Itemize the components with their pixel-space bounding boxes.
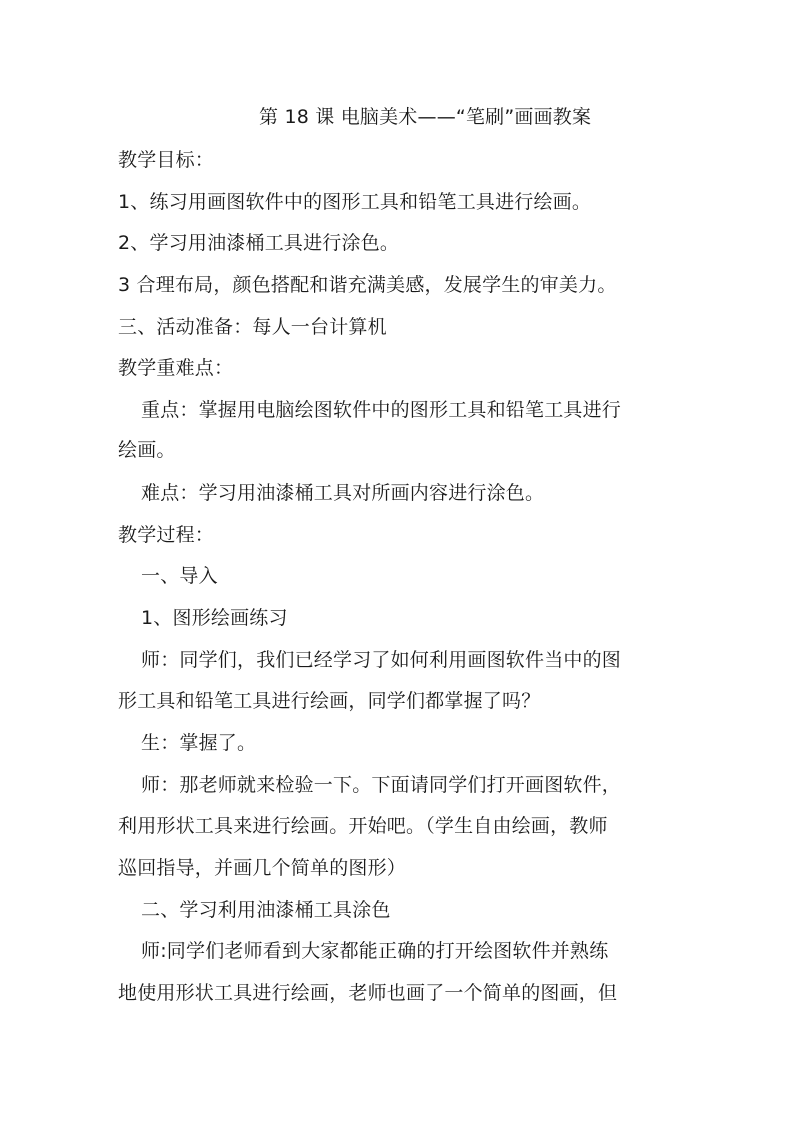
teacher-line-2c: 巡回指导，并画几个简单的图形） [118, 857, 407, 879]
student-reply: 生：掌握了。 [141, 732, 257, 754]
section-paint-bucket: 二、学习利用油漆桶工具涂色 [141, 899, 391, 921]
difficult-point: 难点：学习用油漆桶工具对所画内容进行涂色。 [141, 482, 545, 504]
teacher-line-2b: 利用形状工具来进行绘画。开始吧。（学生自由绘画，教师 [118, 815, 608, 837]
teacher-line-1b: 形工具和铅笔工具进行绘画，同学们都掌握了吗？ [118, 690, 541, 712]
teacher-line-1a: 师：同学们，我们已经学习了如何利用画图软件当中的图 [141, 649, 622, 671]
teacher-line-2a: 师：那老师就来检验一下。下面请同学们打开画图软件， [141, 774, 622, 796]
subsection-shape-drawing: 1、图形绘画练习 [141, 607, 288, 629]
goal-item-3: 3 合理布局，颜色搭配和谐充满美感，发展学生的审美力。 [118, 274, 617, 296]
document-title: 第 18 课 电脑美术——“笔刷”画画教案 [259, 106, 592, 128]
key-point-line-2: 绘画。 [118, 439, 176, 461]
teacher-line-3b: 地使用形状工具进行绘画，老师也画了一个简单的图画，但 [118, 982, 618, 1004]
goal-item-1: 1、练习用画图软件中的图形工具和铅笔工具进行绘画。 [118, 191, 592, 213]
section-introduction: 一、导入 [141, 565, 218, 587]
teaching-process-heading: 教学过程： [118, 524, 215, 546]
key-difficulties-heading: 教学重难点： [118, 357, 234, 379]
key-point-line-1: 重点：掌握用电脑绘图软件中的图形工具和铅笔工具进行 [141, 399, 622, 421]
teacher-line-3a: 师:同学们老师看到大家都能正确的打开绘图软件并熟练 [141, 940, 609, 962]
activity-preparation: 三、活动准备：每人一台计算机 [118, 316, 387, 338]
teaching-goals-heading: 教学目标： [118, 149, 215, 171]
goal-item-2: 2、学习用油漆桶工具进行涂色。 [118, 232, 400, 254]
